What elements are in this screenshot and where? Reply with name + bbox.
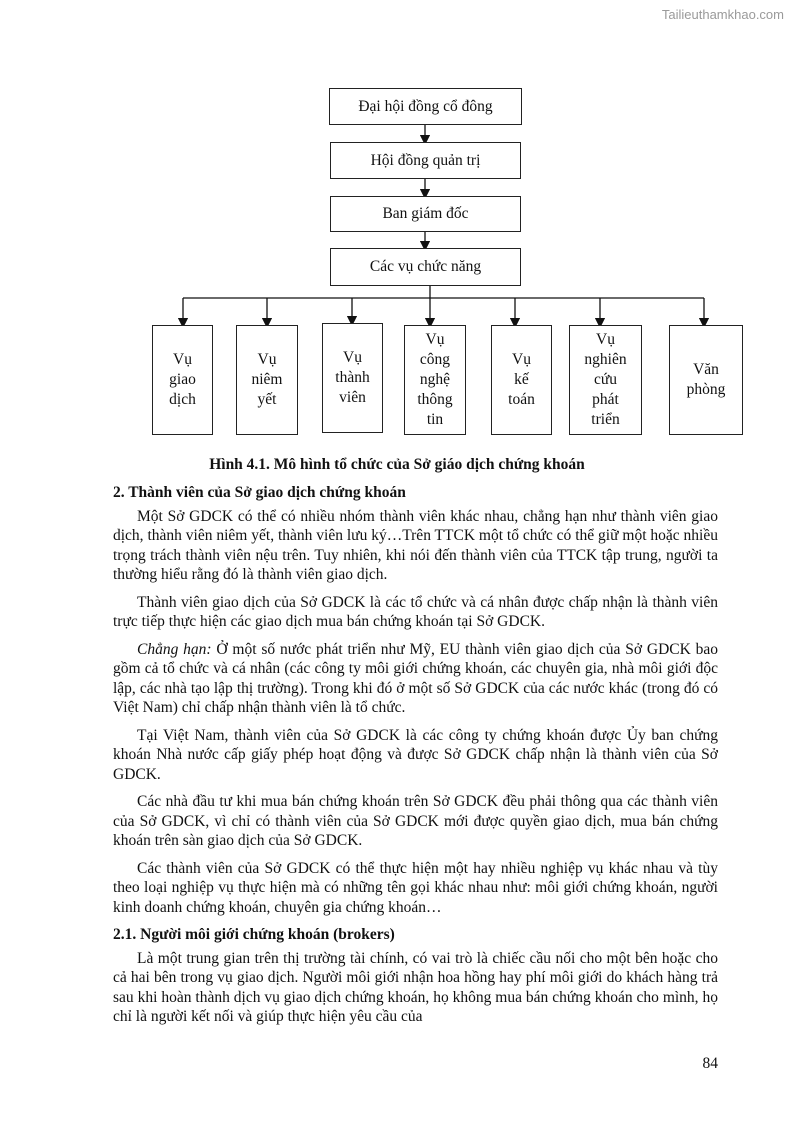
subsection-heading: 2.1. Người môi giới chứng khoán (brokers) bbox=[113, 926, 395, 943]
dept-box-research bbox=[569, 325, 642, 435]
paragraph: Một Sở GDCK có thể có nhiều nhóm thành viên khác nhau, chẳng hạn như thành viên giao dịch, thành viên niêm yết, thành viên lưu ký…Trên TTCK một tổ chức có thể giữ một hoặc nhiều trọng trách thành viên nệu trên. Tuy nhiên, khi nói đến thành viên của TTCK tập trung, người ta thường hiểu rằng đó là thành viên giao dịch. bbox=[113, 507, 718, 583]
org-label-general-meeting: Đại hội đồng cổ đông bbox=[358, 97, 493, 115]
org-box-board bbox=[330, 142, 521, 179]
paragraph: Là một trung gian trên thị trường tài chính, có vai trò là chiếc cầu nối cho một bên hoặc cho cả hai bên trong vụ giao dịch. Người môi giới nhận hoa hồng hay phí môi giới do khách hàng trả sau khi hoàn thành dịch vụ giao dịch chứng khoán, họ không mua bán chứng khoán cho mình, họ chỉ là người kết nối và giúp thực hiện yêu cầu của bbox=[113, 949, 718, 1025]
dept-box-accounting bbox=[491, 325, 552, 435]
paragraph-text: Ở một số nước phát triển như Mỹ, EU thành viên giao dịch của Sở GDCK bao gồm cả tổ chức và cá nhân (các công ty môi giới chứng khoán, các chuyên gia, nhà môi giới độc lập, các nhà tạo lập thị trường). Trong khi đó ở một số Sở GDCK của các nước khác (trong đó có Việt Nam) chỉ chấp nhận thành viên là tổ chức. bbox=[113, 640, 719, 716]
paragraph bbox=[113, 640, 718, 718]
dept-box-it bbox=[404, 325, 466, 435]
dept-line: tin bbox=[426, 411, 444, 428]
paragraph: Tại Việt Nam, thành viên của Sở GDCK là các công ty chứng khoán được Ủy ban chứng khoán Nhà nước cấp giấy phép hoạt động và được Sở GDCK chấp nhận là thành viên của Sở GDCK. bbox=[113, 726, 718, 783]
dept-line: Văn bbox=[693, 361, 719, 378]
dept-line: Vụ bbox=[173, 351, 192, 368]
dept-line: thông bbox=[417, 391, 453, 408]
dept-line: giao bbox=[169, 371, 196, 388]
dept-box-office bbox=[669, 325, 743, 435]
dept-line: phát bbox=[592, 391, 619, 408]
dept-line: Vụ bbox=[425, 331, 445, 348]
org-label-board: Hội đồng quản trị bbox=[370, 151, 481, 169]
org-box-general-meeting bbox=[329, 88, 522, 125]
org-label-management: Ban giám đốc bbox=[382, 205, 469, 222]
dept-line: công bbox=[419, 351, 451, 368]
dept-line: phòng bbox=[686, 381, 726, 398]
dept-line: Vụ bbox=[343, 349, 362, 366]
italic-lead: Chẳng hạn: bbox=[137, 640, 212, 658]
dept-line: Vụ bbox=[596, 331, 615, 348]
dept-line: thành bbox=[335, 369, 370, 386]
dept-line: Vụ bbox=[512, 351, 531, 368]
dept-box-trading bbox=[152, 325, 213, 435]
dept-line: yết bbox=[257, 391, 277, 408]
org-box-management bbox=[330, 196, 521, 232]
org-box-functional-depts bbox=[330, 248, 521, 286]
dept-line: Vụ bbox=[257, 351, 277, 368]
body-text bbox=[113, 483, 718, 1035]
section-heading: 2. Thành viên của Sở giao dịch chứng khoán bbox=[113, 484, 406, 501]
dept-line: niêm bbox=[251, 371, 283, 388]
dept-line: kế bbox=[514, 371, 529, 388]
dept-line: cứu bbox=[593, 371, 618, 388]
dept-line: nghệ bbox=[419, 371, 451, 388]
dept-line: dịch bbox=[169, 391, 196, 408]
org-label-functional-depts: Các vụ chức năng bbox=[369, 258, 482, 275]
figure-caption: Hình 4.1. Mô hình tổ chức của Sở giáo dịch chứng khoán bbox=[209, 456, 585, 473]
page-number: 84 bbox=[702, 1055, 718, 1072]
dept-line: nghiên bbox=[584, 351, 627, 368]
paragraph: Thành viên giao dịch của Sở GDCK là các tổ chức và cá nhân được chấp nhận là thành viên trực tiếp thực hiện các giao dịch mua bán chứng khoán tại Sở GDCK. bbox=[113, 593, 718, 630]
watermark: Tailieuthamkhao.com bbox=[661, 7, 784, 22]
paragraph: Các nhà đầu tư khi mua bán chứng khoán trên Sở GDCK đều phải thông qua các thành viên của Sở GDCK, vì chỉ có thành viên của Sở GDCK mới được quyền giao dịch, mua bán chứng khoán trên sàn giao dịch của Sở GDCK. bbox=[113, 793, 718, 849]
dept-line: toán bbox=[508, 391, 535, 408]
dept-box-listing bbox=[236, 325, 298, 435]
paragraph: Các thành viên của Sở GDCK có thể thực hiện một hay nhiều nghiệp vụ khác nhau và tùy theo loại nghiệp vụ thực hiện mà có những tên gọi khác nhau như: môi giới chứng khoán, người kinh doanh chứng khoán, chuyên gia chứng khoán… bbox=[113, 859, 718, 916]
dept-box-membership bbox=[322, 323, 383, 433]
dept-line: triển bbox=[591, 411, 620, 428]
dept-line: viên bbox=[339, 389, 366, 406]
